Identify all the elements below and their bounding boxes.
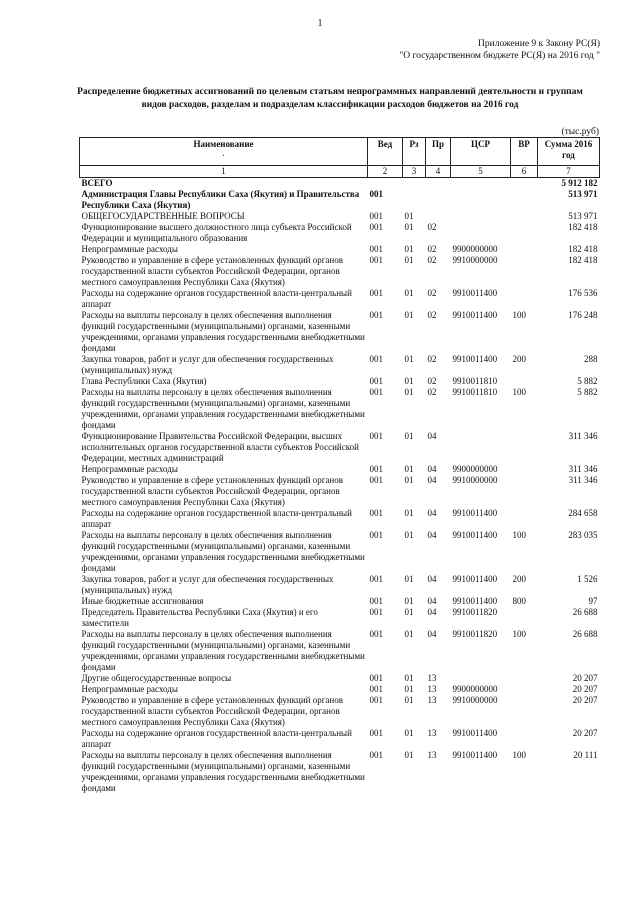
cell-csr: 9910011400: [452, 530, 498, 540]
appendix-note: [399, 38, 600, 62]
cell-pr: 04: [427, 530, 437, 540]
cell-vr: [511, 244, 538, 255]
table-row: [80, 178, 600, 190]
cell-vr: [511, 255, 538, 288]
cell-vr: 100: [512, 750, 526, 760]
cell-rz: 01: [404, 684, 414, 694]
cell-csr: 9910011400: [452, 354, 498, 364]
cell-name: Глава Республики Саха (Якутия): [81, 376, 207, 386]
cell-pr: 02: [427, 244, 437, 254]
table-row: [80, 530, 600, 574]
cell-sum: 182 418: [568, 222, 598, 232]
cell-ved: 001: [369, 530, 383, 540]
table-row: [80, 728, 600, 750]
cell-sum: 20 207: [572, 728, 598, 738]
cell-sum: 311 346: [568, 431, 598, 441]
table-row: [80, 189, 600, 211]
cell-vr: [511, 475, 538, 508]
cell-rz: 01: [404, 673, 414, 683]
column-number: 4: [426, 166, 451, 178]
cell-name: Расходы на выплаты персоналу в целях обеспечения выполнения функций государственными (муниципальными) органами, казенными учреждениями, органами управления государственными внебюджетными фондами: [81, 629, 365, 672]
cell-csr: 9910011820: [452, 607, 498, 617]
header-name: Наименование ·: [80, 138, 368, 166]
cell-ved: 001: [369, 629, 383, 639]
table-row: [80, 288, 600, 310]
cell-sum: 283 035: [568, 530, 598, 540]
header-sum: Сумма 2016 год: [538, 138, 600, 166]
cell-vr: [511, 178, 538, 190]
page-number: 1: [317, 18, 323, 29]
cell-pr: 13: [427, 750, 437, 760]
dot-mark-icon: ·: [222, 151, 225, 160]
table-row: [80, 376, 600, 387]
cell-name: Председатель Правительства Республики Саха (Якутия) и его заместители: [81, 607, 318, 628]
column-number: 6: [511, 166, 538, 178]
cell-pr: 04: [427, 596, 437, 606]
cell-ved: 001: [369, 211, 383, 221]
column-number: 1: [80, 166, 368, 178]
cell-name: Другие общегосударственные вопросы: [81, 673, 232, 683]
table-row: [80, 629, 600, 673]
cell-name: Закупка товаров, работ и услуг для обеспечения государственных (муниципальных) нужд: [81, 574, 334, 595]
cell-pr: 13: [427, 695, 437, 705]
cell-name: Руководство и управление в сфере установленных функций органов государственной власти субъектов Российской Федерации, органов местного самоуправления Республики Саха (Якутия): [81, 255, 343, 287]
table-row: [80, 684, 600, 695]
cell-pr: 04: [427, 574, 437, 584]
column-numbers-row: [80, 166, 600, 178]
table-row: [80, 607, 600, 629]
cell-name: Непрограммные расходы: [81, 684, 178, 694]
cell-csr: [451, 178, 511, 190]
cell-rz: 01: [404, 288, 414, 298]
cell-rz: 01: [404, 629, 414, 639]
cell-sum: 5 912 182: [561, 178, 598, 188]
cell-csr: [451, 211, 511, 222]
cell-rz: 01: [404, 310, 414, 320]
cell-name: Функционирование Правительства Российской Федерации, высших исполнительных органов государственной власти субъектов Российской Федерации, местных администраций: [81, 431, 359, 463]
cell-vr: 100: [512, 310, 526, 320]
cell-csr: 9910011820: [452, 629, 498, 639]
cell-rz: [403, 189, 426, 211]
document-title: Распределение бюджетных ассигнований по целевым статьям непрограммных направлений деятельности и группам видов расходов, разделам и подразделам классификации расходов бюджетов на 2016 год: [77, 87, 583, 110]
cell-rz: 01: [404, 695, 414, 705]
cell-name: Расходы на содержание органов государственной власти-центральный аппарат: [81, 508, 352, 529]
cell-vr: [511, 508, 538, 530]
cell-ved: 001: [369, 607, 383, 617]
table-row: [80, 244, 600, 255]
cell-rz: 01: [404, 475, 414, 485]
header-ved: Вед: [368, 138, 403, 166]
cell-csr: 9910000000: [452, 255, 498, 265]
cell-vr: [511, 728, 538, 750]
cell-sum: 20 111: [573, 750, 598, 760]
cell-csr: 9910011400: [452, 596, 498, 606]
cell-csr: 9910011400: [452, 310, 498, 320]
cell-vr: 200: [512, 354, 526, 364]
cell-sum: 1 526: [577, 574, 598, 584]
cell-rz: 01: [404, 255, 414, 265]
cell-pr: 13: [427, 728, 437, 738]
cell-rz: 01: [404, 464, 414, 474]
cell-name: Расходы на выплаты персоналу в целях обеспечения выполнения функций государственными (муниципальными) органами, казенными учреждениями, органами управления государственными внебюджетными фондами: [81, 310, 365, 353]
cell-pr: 02: [427, 354, 437, 364]
header-vr: ВР: [511, 138, 538, 166]
cell-sum: 5 882: [577, 387, 598, 397]
table-row: [80, 255, 600, 288]
cell-vr: [511, 464, 538, 475]
cell-ved: [368, 178, 403, 190]
cell-ved: 001: [369, 508, 383, 518]
cell-csr: 9900000000: [452, 244, 498, 254]
cell-rz: 01: [404, 750, 414, 760]
cell-vr: [511, 288, 538, 310]
cell-sum: 176 536: [568, 288, 598, 298]
cell-name: ОБЩЕГОСУДАРСТВЕННЫЕ ВОПРОСЫ: [81, 211, 245, 221]
cell-rz: 01: [404, 376, 414, 386]
cell-pr: 04: [427, 607, 437, 617]
cell-rz: 01: [404, 530, 414, 540]
cell-rz: 01: [404, 596, 414, 606]
cell-csr: 9910011810: [452, 376, 498, 386]
cell-rz: 01: [404, 387, 414, 397]
units-label: (тыс.руб): [561, 127, 599, 137]
cell-name: Расходы на выплаты персоналу в целях обеспечения выполнения функций государственными (муниципальными) органами, казенными учреждениями, органами управления государственными внебюджетными фондами: [81, 530, 365, 573]
cell-csr: 9910000000: [452, 475, 498, 485]
cell-csr: [451, 222, 511, 244]
cell-ved: 001: [369, 695, 383, 705]
cell-csr: [451, 189, 511, 211]
cell-pr: 04: [427, 629, 437, 639]
cell-vr: [511, 684, 538, 695]
cell-pr: 02: [427, 255, 437, 265]
header-pr: Пр: [426, 138, 451, 166]
table-row: [80, 211, 600, 222]
cell-vr: [511, 607, 538, 629]
cell-vr: [511, 376, 538, 387]
cell-csr: 9910011400: [452, 574, 498, 584]
cell-sum: 182 418: [568, 244, 598, 254]
cell-ved: 001: [369, 596, 383, 606]
cell-rz: 01: [404, 431, 414, 441]
table-row: [80, 750, 600, 794]
cell-csr: 9910011400: [452, 750, 498, 760]
cell-ved: 001: [369, 310, 383, 320]
cell-sum: 20 207: [572, 673, 598, 683]
column-number: 7: [538, 166, 600, 178]
cell-name: Функционирование высшего должностного лица субъекта Российской Федерации и муниципального образования: [81, 222, 352, 243]
cell-pr: [426, 189, 451, 211]
cell-name: Расходы на выплаты персоналу в целях обеспечения выполнения функций государственными (муниципальными) органами, казенными учреждениями, органами управления государственными внебюджетными фондами: [81, 750, 365, 793]
cell-pr: 02: [427, 387, 437, 397]
cell-ved: 001: [369, 244, 383, 254]
header-csr: ЦСР: [451, 138, 511, 166]
cell-pr: 02: [427, 288, 437, 298]
table-row: [80, 222, 600, 244]
cell-vr: 100: [512, 629, 526, 639]
cell-vr: [511, 673, 538, 684]
cell-pr: 02: [427, 310, 437, 320]
cell-sum: 311 346: [568, 464, 598, 474]
cell-name: Расходы на выплаты персоналу в целях обеспечения выполнения функций государственными (муниципальными) органами, казенными учреждениями, органами управления государственными внебюджетными фондами: [81, 387, 365, 430]
cell-vr: 200: [512, 574, 526, 584]
cell-sum: 26 688: [572, 629, 598, 639]
cell-ved: 001: [369, 189, 383, 199]
cell-ved: 001: [369, 354, 383, 364]
cell-ved: 001: [369, 475, 383, 485]
cell-csr: 9900000000: [452, 464, 498, 474]
cell-csr: 9910011400: [452, 728, 498, 738]
cell-sum: 5 882: [577, 376, 598, 386]
cell-name: Руководство и управление в сфере установленных функций органов государственной власти субъектов Российской Федерации, органов местного самоуправления Республики Саха (Якутия): [81, 475, 343, 507]
cell-ved: 001: [369, 431, 383, 441]
cell-pr: 13: [427, 673, 437, 683]
cell-sum: 284 658: [568, 508, 598, 518]
cell-ved: 001: [369, 464, 383, 474]
table-row: [80, 574, 600, 596]
cell-csr: 9910000000: [452, 695, 498, 705]
appendix-line-1: Приложение 9 к Закону РС(Я): [478, 39, 600, 49]
cell-vr: [511, 189, 538, 211]
cell-pr: 04: [427, 431, 437, 441]
cell-name: Непрограммные расходы: [81, 464, 178, 474]
cell-sum: 182 418: [568, 255, 598, 265]
table-body: [80, 178, 600, 795]
cell-sum: 176 248: [568, 310, 598, 320]
cell-rz: 01: [404, 244, 414, 254]
cell-name: ВСЕГО: [81, 178, 113, 188]
table-row: [80, 310, 600, 354]
table-row: [80, 673, 600, 684]
column-number: 3: [403, 166, 426, 178]
cell-rz: 01: [404, 728, 414, 738]
cell-csr: [451, 673, 511, 684]
table-row: [80, 508, 600, 530]
column-number: 2: [368, 166, 403, 178]
cell-sum: 20 207: [572, 695, 598, 705]
cell-vr: [511, 211, 538, 222]
table-row: [80, 475, 600, 508]
cell-vr: [511, 222, 538, 244]
cell-ved: 001: [369, 574, 383, 584]
cell-sum: 97: [588, 596, 598, 606]
cell-vr: 100: [512, 530, 526, 540]
table-row: [80, 354, 600, 376]
cell-ved: 001: [369, 376, 383, 386]
cell-sum: 20 207: [572, 684, 598, 694]
cell-pr: 02: [427, 222, 437, 232]
table-row: [80, 431, 600, 464]
cell-csr: 9900000000: [452, 684, 498, 694]
cell-name: Иные бюджетные ассигнования: [81, 596, 204, 606]
cell-sum: 513 971: [568, 189, 598, 199]
cell-rz: 01: [404, 508, 414, 518]
cell-sum: 513 971: [568, 211, 598, 221]
cell-csr: 9910011400: [452, 508, 498, 518]
table-row: [80, 695, 600, 728]
cell-rz: 01: [404, 574, 414, 584]
table-row: [80, 464, 600, 475]
cell-ved: 001: [369, 288, 383, 298]
cell-name: Расходы на содержание органов государственной власти-центральный аппарат: [81, 288, 352, 309]
cell-rz: 01: [404, 607, 414, 617]
cell-rz: 01: [404, 222, 414, 232]
cell-vr: 800: [512, 596, 526, 606]
budget-table: [79, 137, 600, 794]
cell-ved: 001: [369, 255, 383, 265]
cell-ved: 001: [369, 222, 383, 232]
cell-rz: [403, 178, 426, 190]
cell-vr: [511, 431, 538, 464]
cell-pr: 02: [427, 376, 437, 386]
cell-vr: [511, 695, 538, 728]
column-number: 5: [451, 166, 511, 178]
cell-pr: 04: [427, 464, 437, 474]
cell-rz: 01: [404, 354, 414, 364]
cell-csr: 9910011810: [452, 387, 498, 397]
cell-sum: 288: [584, 354, 598, 364]
cell-csr: [451, 431, 511, 464]
cell-rz: 01: [404, 211, 414, 221]
table-row: [80, 387, 600, 431]
cell-name: Закупка товаров, работ и услуг для обеспечения государственных (муниципальных) нужд: [81, 354, 334, 375]
cell-name: Расходы на содержание органов государственной власти-центральный аппарат: [81, 728, 352, 749]
cell-ved: 001: [369, 728, 383, 738]
cell-name: Администрация Главы Республики Саха (Якутия) и Правительства Республики Саха (Якутия): [81, 189, 360, 210]
table-header: [80, 138, 600, 178]
cell-ved: 001: [369, 750, 383, 760]
cell-pr: 04: [427, 475, 437, 485]
cell-pr: 04: [427, 508, 437, 518]
cell-ved: 001: [369, 684, 383, 694]
cell-name: Непрограммные расходы: [81, 244, 178, 254]
cell-ved: 001: [369, 673, 383, 683]
cell-ved: 001: [369, 387, 383, 397]
cell-csr: 9910011400: [452, 288, 498, 298]
cell-sum: 311 346: [568, 475, 598, 485]
cell-pr: [426, 211, 451, 222]
appendix-line-2: "О государственном бюджете РС(Я) на 2016 год ": [399, 51, 600, 61]
table-row: [80, 596, 600, 607]
cell-pr: [426, 178, 451, 190]
cell-name: Руководство и управление в сфере установленных функций органов государственной власти субъектов Российской Федерации, органов местного самоуправления Республики Саха (Якутия): [81, 695, 343, 727]
cell-pr: 13: [427, 684, 437, 694]
cell-sum: 26 688: [572, 607, 598, 617]
header-rz: Рз: [403, 138, 426, 166]
cell-vr: 100: [512, 387, 526, 397]
